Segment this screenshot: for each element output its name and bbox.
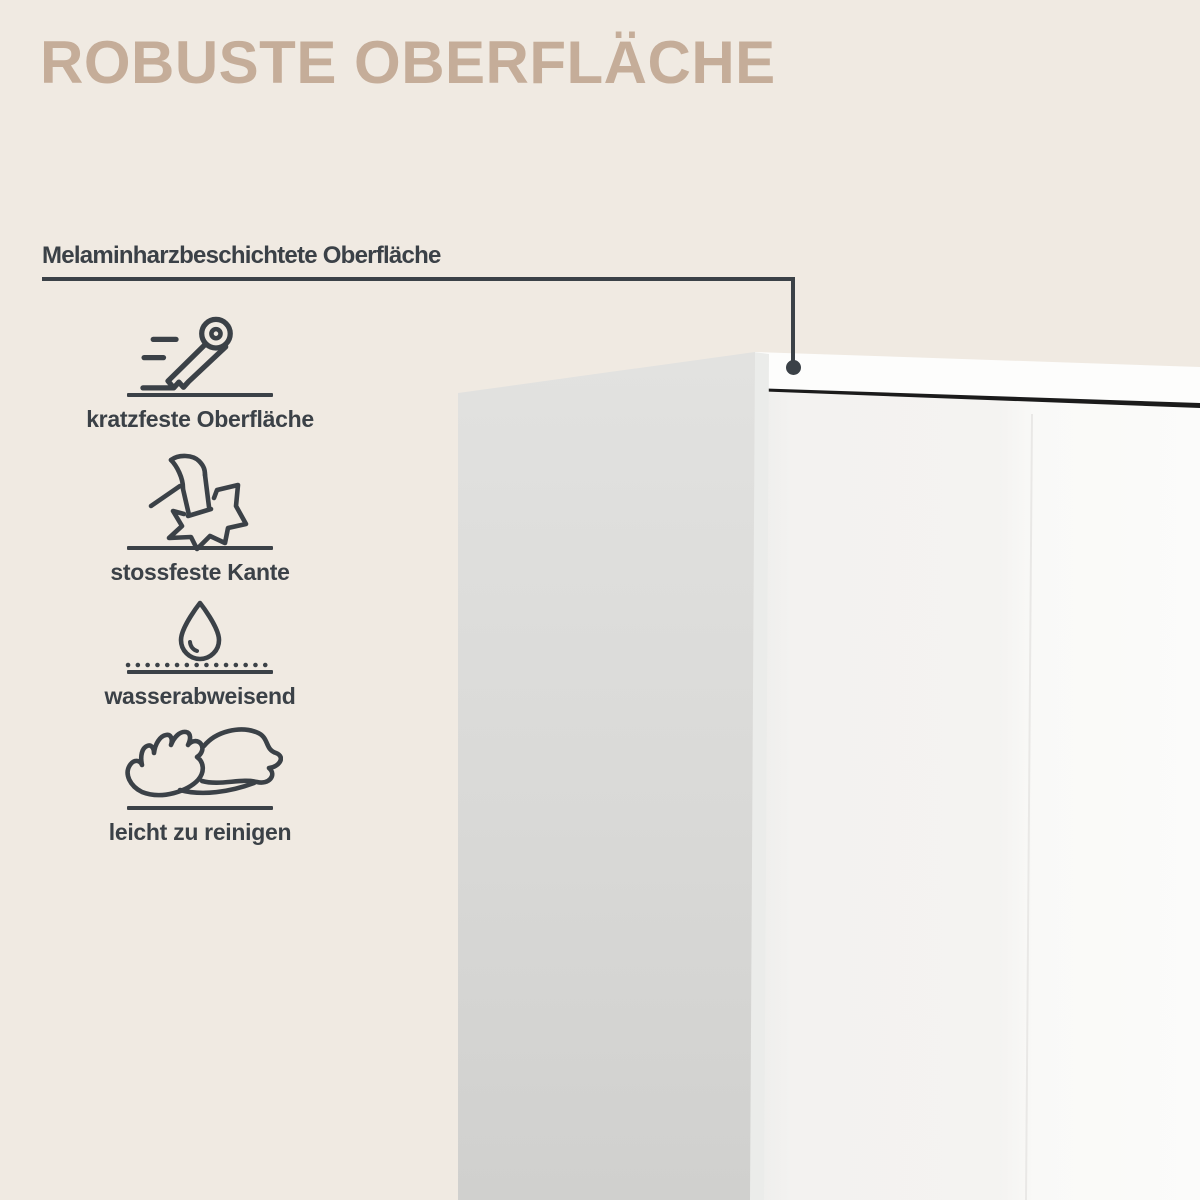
callout-line-horizontal	[42, 277, 795, 281]
feature-divider	[127, 393, 273, 397]
page-title: ROBUSTE OBERFLÄCHE	[40, 29, 776, 96]
feature-label: kratzfeste Oberfläche	[86, 406, 314, 432]
feature-divider	[127, 806, 273, 810]
callout-label: Melaminharzbeschichtete Oberfläche	[42, 242, 441, 269]
callout-line-vertical	[791, 277, 795, 362]
feature-divider	[127, 546, 273, 550]
feature-label: stossfeste Kante	[110, 559, 290, 585]
water-drop-icon	[123, 600, 277, 676]
key-icon	[137, 312, 263, 401]
wiping-hand-icon	[118, 724, 283, 802]
cabinet-door	[751, 391, 1200, 1200]
feature-water-repellent	[90, 600, 310, 708]
callout-dot	[786, 360, 801, 375]
feature-divider	[127, 670, 273, 674]
feature-label: wasserabweisend	[104, 683, 296, 709]
feature-label: leicht zu reinigen	[108, 819, 292, 845]
feature-scratch-resistant-surface	[86, 312, 314, 432]
hammer-icon	[135, 452, 265, 552]
cabinet-side-panel	[458, 352, 755, 1200]
feature-impact-resistant-edge	[90, 452, 310, 584]
feature-easy-to-clean	[90, 724, 310, 844]
